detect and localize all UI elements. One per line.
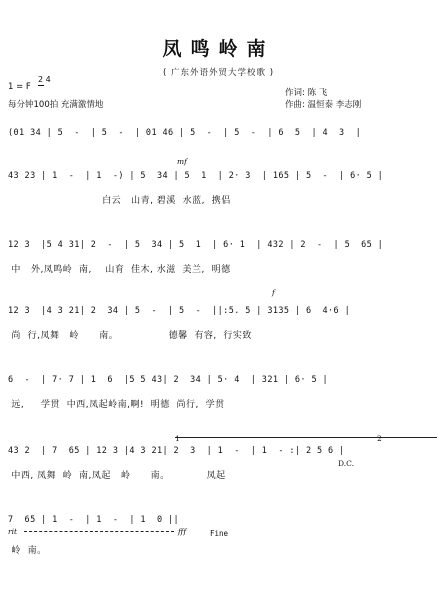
notation-line: 43 23 | 1 - | 1 -) | 5 34 | 5 1 | 2· 3 | 165 | 5 - | 6· 5 | <box>8 171 384 181</box>
score-system-6 <box>0 434 437 516</box>
score-system-7 <box>0 515 437 585</box>
dynamic-f: f <box>272 288 275 297</box>
lyrics-line: 白云 山青, 碧溪 水蓝, 携侣 <box>8 196 231 206</box>
score-system-2 <box>0 157 437 241</box>
volta-2-label: 2 <box>377 434 382 443</box>
score-system-4 <box>0 288 437 376</box>
notation-line: 12 3 |5 4 31| 2 - | 5 34 | 5 1 | 6· 1 | 432 | 2 - | 5 65 | <box>8 240 384 250</box>
time-signature <box>38 76 51 84</box>
time-signature-bottom: 4 <box>45 75 51 84</box>
notation-line: 6 - | 7· 7 | 1 6 |5 5 43| 2 34 | 5· 4 | 321 | 6· 5 | <box>8 375 329 385</box>
notation-line: 12 3 |4 3 21| 2 34 | 5 - | 5 - ||:5. 5 | 3135 | 6 4·6 | <box>8 306 351 316</box>
song-subtitle: ( 广东外语外贸大学校歌 ) <box>162 68 275 78</box>
lyrics-line: 尚 行,凤舞 岭 南。 德馨 有容, 行实致 <box>8 331 252 341</box>
volta-bracket <box>175 437 437 438</box>
lyrics-line: 中西, 凤舞 岭 南,凤起 岭 南。 凤起 <box>8 471 226 481</box>
volta-1-label: 1 <box>175 434 180 443</box>
notation-line: 43 2 | 7 65 | 12 3 |4 3 21| 2 3 | 1 - | 1 - :| 2 5 6 | <box>8 446 345 456</box>
tempo-marking: 每分钟100拍 充满激情地 <box>8 100 104 110</box>
score-system-5 <box>0 375 437 445</box>
notation-line: 7 65 | 1 - | 1 - | 1 0 || <box>8 515 180 525</box>
lyricist-credit: 作词: 陈 飞 <box>285 88 328 98</box>
fine-marking: Fine <box>210 529 229 538</box>
lyrics-line: 远, 学贯 中西,凤起岭南,啊! 明德 尚行, 学贯 <box>8 400 225 410</box>
lyrics-line: 岭 南。 <box>8 546 47 556</box>
ritardando-marking: rit <box>8 527 17 536</box>
song-title: 凤鸣岭南 <box>162 38 275 60</box>
lyrics-line: 中 外,凤鸣岭 南, 山育 佳木, 水滋 美兰, 明德 <box>8 265 231 275</box>
notation-line: (01 34 | 5 - | 5 - | 01 46 | 5 - | 5 - | 6 5 | 4 3 | <box>8 128 362 138</box>
dynamic-fff: fff <box>178 527 187 536</box>
composer-credit: 作曲: 温恒泰 李志刚 <box>285 100 362 110</box>
da-capo-marking: D.C. <box>338 459 354 468</box>
dynamic-mf: mf <box>177 157 187 166</box>
time-signature-top: 2 <box>38 75 44 84</box>
score-system-3 <box>0 240 437 310</box>
ritardando-dashes <box>24 531 174 532</box>
key-signature: 1 = F <box>8 82 31 92</box>
